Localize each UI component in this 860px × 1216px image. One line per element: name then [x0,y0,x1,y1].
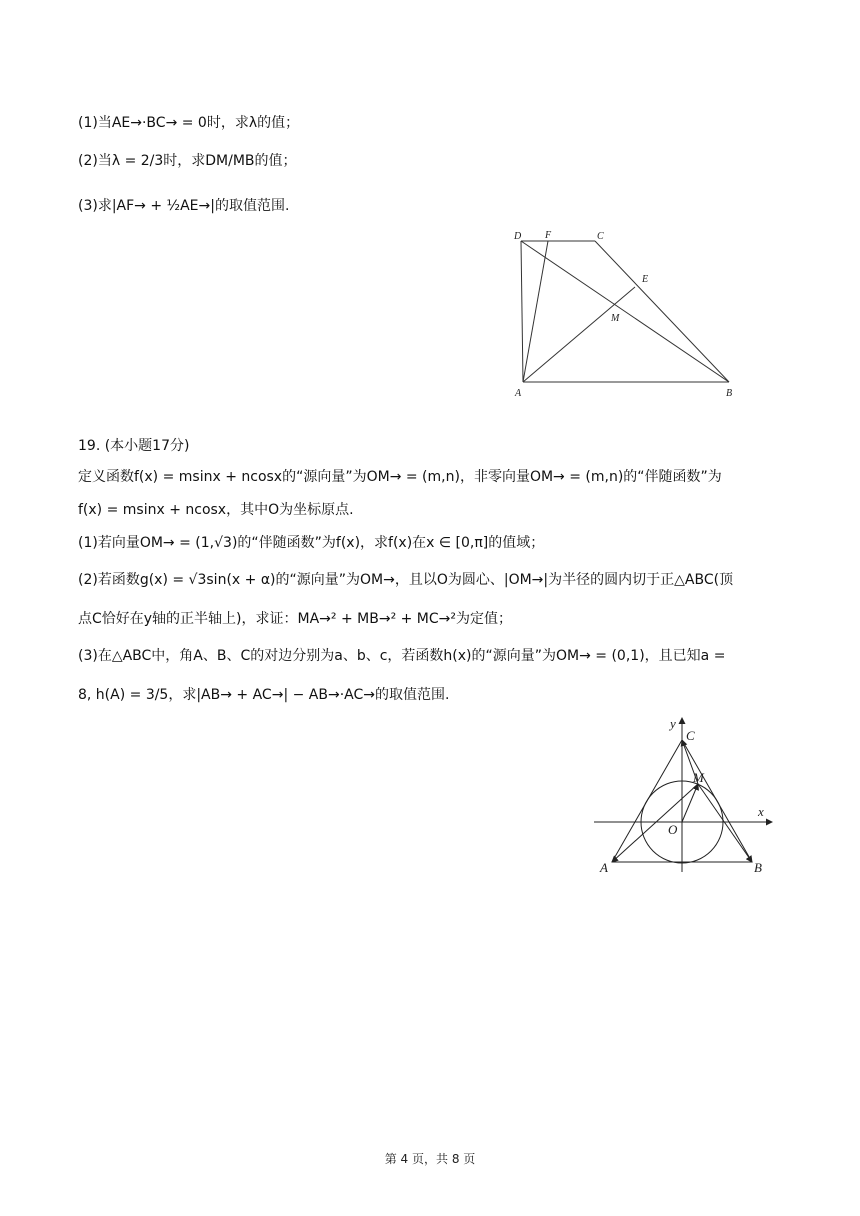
label-c: C [597,231,604,242]
trapezoid-figure [505,225,755,405]
q19-part3-line1: (3)在△ABC中，角A、B、C的对边分别为a、b、c，若函数h(x)的“源向量”为OM→ = (0,1)，且已知a = [78,648,726,664]
label-o: O [668,822,678,837]
q18-part1: (1)当AE→·BC→ = 0时，求λ的值； [78,115,300,131]
segment-db [521,241,729,382]
triangle-incircle-figure [590,712,780,882]
vector-mb [698,784,752,862]
q18-part2: (2)当λ = 2/3时，求DM/MB的值； [78,153,297,169]
vector-ma [612,784,698,862]
segment-af [523,241,548,382]
label-m: M [611,313,620,324]
label-b: B [754,860,762,875]
label-a: A [515,388,522,399]
label-a: A [600,860,608,875]
segment-ad [521,241,523,382]
label-c: C [686,728,695,743]
q19-definition-line1: 定义函数f(x) = msinx + ncosx的“源向量”为OM→ = (m,n)，非零向量OM→ = (m,n)的“伴随函数”为 [78,469,722,485]
label-e: E [642,274,649,285]
vector-om [682,784,698,822]
label-y: y [670,716,676,731]
label-d: D [514,231,522,242]
q19-part2-line2: 点C恰好在y轴的正半轴上)，求证：MA→² + MB→² + MC→²为定值； [78,611,513,627]
segment-ae [523,287,635,382]
q19-definition-line2: f(x) = msinx + ncosx，其中O为坐标原点. [78,502,354,518]
segment-cb [595,241,729,382]
q19-part3-line2: 8, h(A) = 3/5，求|AB→ + AC→| − AB→·AC→的取值范围. [78,687,450,703]
label-b: B [726,388,733,399]
label-f: F [545,230,552,241]
q19-part1: (1)若向量OM→ = (1,√3)的“伴随函数”为f(x)，求f(x)在x ∈ [0,π]的值域； [78,535,545,551]
page-footer: 第 4 页，共 8 页 [384,1152,476,1166]
q18-part3: (3)求|AF→ + ½AE→|的取值范围. [78,198,290,214]
label-x: x [758,804,764,819]
q19-part2-line1: (2)若函数g(x) = √3sin(x + α)的“源向量”为OM→，且以O为圆心、|OM→|为半径的圆内切于正△ABC(顶 [78,572,734,588]
q19-title: 19. (本小题17分) [78,438,190,454]
label-m: M [693,770,704,785]
